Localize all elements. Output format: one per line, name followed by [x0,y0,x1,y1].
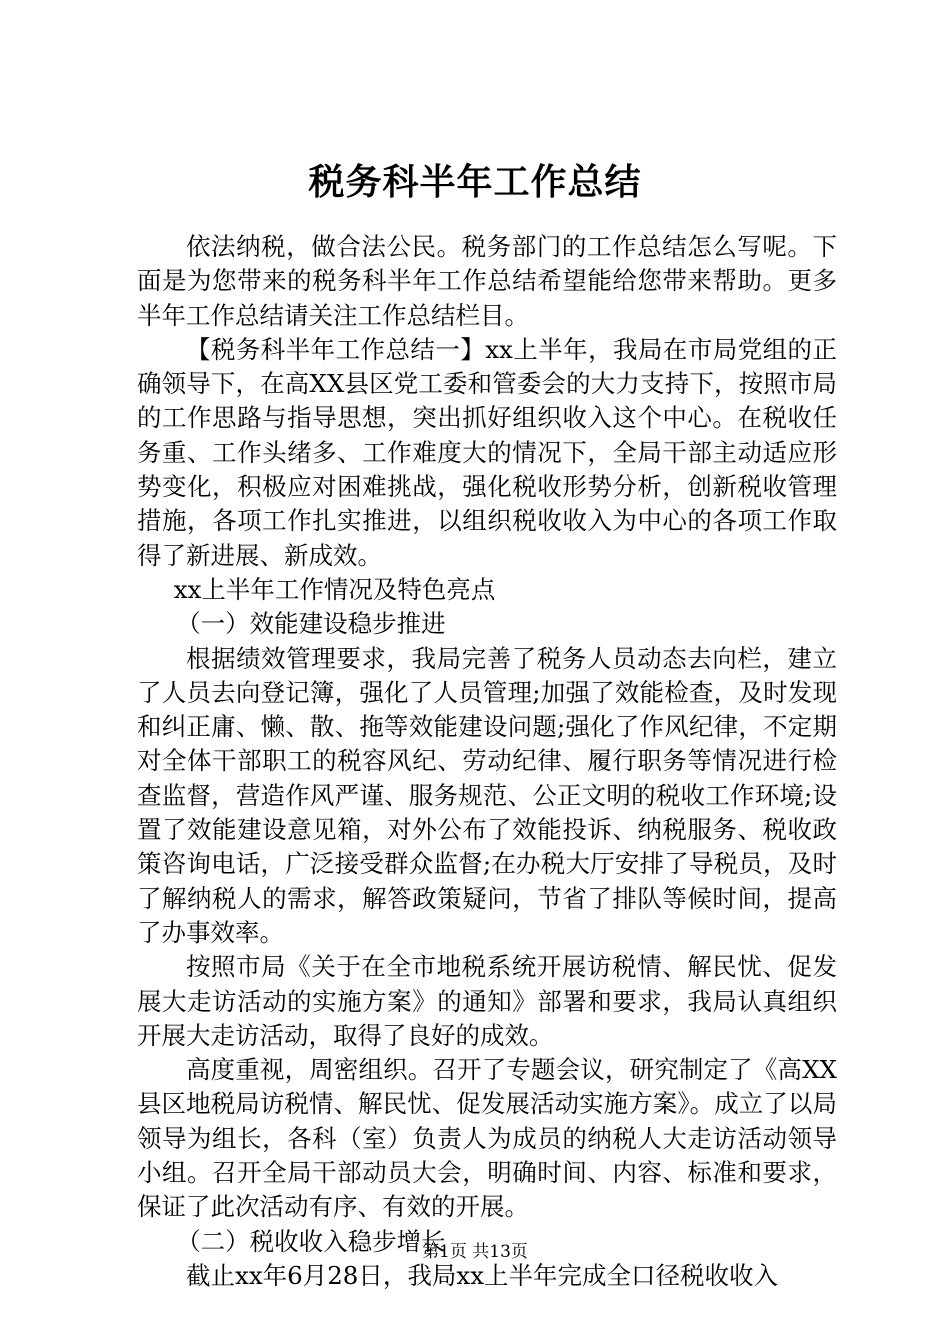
section-two-heading: （二）税收收入稳步增长 [176,1226,446,1256]
document-title: 税务科半年工作总结 [308,161,642,203]
document-body [137,230,837,1293]
intro-paragraph: 依法纳税，做合法公民。税务部门的工作总结怎么写呢。下面是为您带来的税务科半年工作总结希望能给您带来帮助。更多半年工作总结请关注工作总结栏目。 [137,232,837,330]
summary-one-paragraph: 【税务科半年工作总结一】xx上半年，我局在市局党组的正确领导下，在高XX县区党工委和管委会的大力支持下，按照市局的工作思路与指导思想，突出抓好组织收入这个中心。在税收任务重、工作头绪多、工作难度大的情况下，全局干部主动适应形势变化，积极应对困难挑战，强化税收形势分析，创新税收管理措施，各项工作扎实推进，以组织税收收入为中心的各项工作取得了新进展、新成效。 [137,334,837,570]
revenue-paragraph: 截止xx年6月28日，我局xx上半年完成全口径税收收入 [186,1260,779,1290]
highlights-heading: xx上半年工作情况及特色亮点 [173,574,496,604]
section-one-heading: （一）效能建设稳步推进 [176,609,446,639]
page-number: 第1页 共13页 [422,1242,528,1262]
visit-campaign-paragraph: 按照市局《关于在全市地税系统开展访税情、解民忧、促发展大走访活动的实施方案》的通知》部署和要求，我局认真组织开展大走访活动，取得了良好的成效。 [137,952,837,1050]
efficiency-paragraph: 根据绩效管理要求，我局完善了税务人员动态去向栏，建立了人员去向登记簿，强化了人员管理;加强了效能检查，及时发现和纠正庸、懒、散、拖等效能建设问题;强化了作风纪律，不定期对全体干部职工的税容风纪、劳动纪律、履行职务等情况进行检查监督，营造作风严谨、服务规范、公正文明的税收工作环境;设置了效能建设意见箱，对外公布了效能投诉、纳税服务、税收政策咨询电话，广泛接受群众监督;在办税大厅安排了导税员，及时了解纳税人的需求，解答政策疑问，节省了排队等候时间，提高了办事效率。 [137,643,837,947]
organization-paragraph: 高度重视，周密组织。召开了专题会议，研究制定了《高XX县区地税局访税情、解民忧、促发展活动实施方案》。成立了以局领导为组长，各科（室）负责人为成员的纳税人大走访活动领导小组。召开全局干部动员大会，明确时间、内容、标准和要求，保证了此次活动有序、有效的开展。 [137,1055,837,1222]
